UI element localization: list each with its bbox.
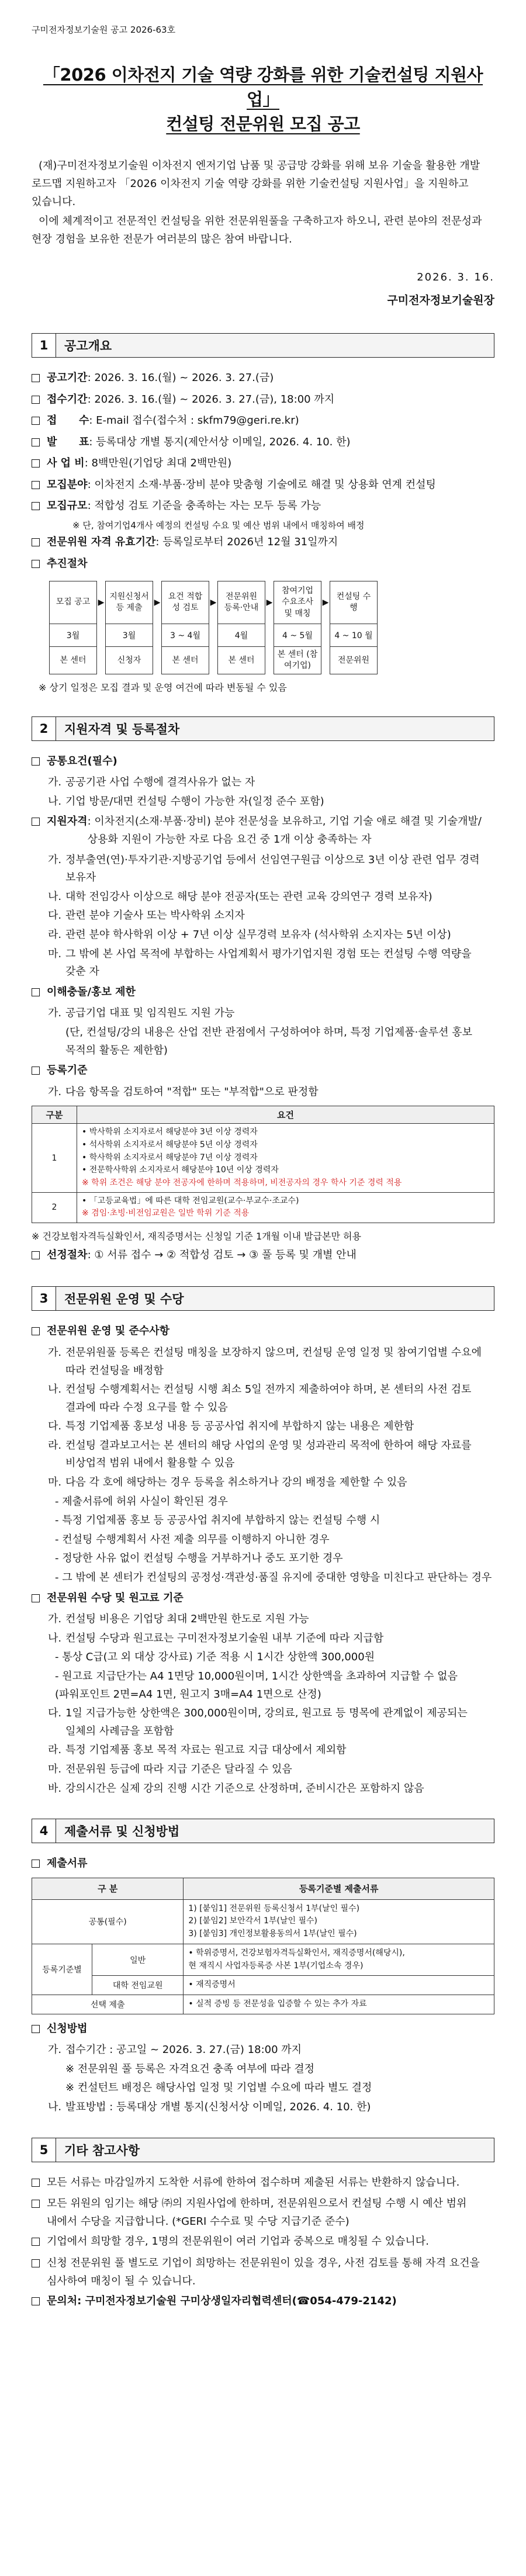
item-text: : 등록일로부터 2026년 12월 31일까지 — [155, 536, 338, 549]
item-label: 모집규모 — [47, 500, 88, 513]
list-item: 나. 대학 전임강사 이상으로 해당 분야 전공자(또는 관련 교육 강의연구 경력 보유자) — [48, 890, 432, 903]
table-row — [32, 1124, 494, 1192]
overview-item — [32, 369, 494, 389]
list-item: 가. 다음 항목을 검토하여 "적합" 또는 "부적합"으로 판정함 — [48, 1085, 319, 1098]
title-line-1 — [32, 63, 494, 112]
table-header-row — [32, 1106, 494, 1124]
checkbox-icon — [32, 753, 47, 772]
column-header: 등록기준별 제출서류 — [184, 1878, 494, 1899]
list-item: 다. 관련 분야 기술사 또는 박사학위 소지자 — [48, 909, 245, 922]
section-header-2 — [32, 716, 494, 741]
column-header: 구 분 — [32, 1878, 184, 1899]
arrow-icon: ▶ — [98, 598, 105, 608]
overview-item — [32, 497, 494, 517]
dash-item: - 정당한 사유 없이 컨설팅 수행을 거부하거나 중도 포기한 경우 — [55, 1552, 343, 1565]
procedure-owner: 전문위원 — [330, 647, 378, 674]
row-requirements: • 박사학위 소지자로서 해당분야 3년 이상 경력자 • 석사학위 소지자로서 해당분야 5년 이상 경력자 • 학사학위 소지자로서 해당분야 7년 이상 경력자 • 전문학사학위 소지자로서 해당분야 10년 이상 경력자 ※ 학위 조건은 해당 분야 전공자에 한하며 적용하며, 비전공자의 경우 학사 기준 경력 적용 — [77, 1124, 494, 1192]
list-item: (단, 컨설팅/강의 내용은 산업 전반 관점에서 구성하여야 하며, 특정 기업제품·솔루션 홍보 목적의 활동은 제한함) — [65, 1026, 473, 1057]
section-title: 전문위원 운영 및 수당 — [56, 1287, 494, 1310]
contact-info: 문의처 : 구미전자정보기술원 구미상생일자리협력센터(☎054-479-2142) — [32, 2293, 494, 2312]
intro-paragraph: 이에 체계적이고 전문적인 컨설팅을 위한 전문위원풀을 구축하고자 하오니, 관련 분야의 전문성과 현장 경험을 보유한 전문가 여러분의 많은 참여 바랍니다. — [32, 215, 482, 245]
intro-paragraph: (재)구미전자정보기술원 이차전지 엔저기업 납품 및 공급망 강화를 위해 보유 기술을 활용한 개발 로드맵 지원하고자 「2026 이차전지 기술 역량 강화를 위한 기술컨설팅 지원사업」을 지원하고 있습니다. — [32, 160, 480, 209]
procedure-period: 3월 — [50, 624, 97, 647]
list-item: 다. 특정 기업제품 홍보성 내용 등 공공사업 취지에 부합하지 않는 내용은 제한함 — [48, 1420, 414, 1433]
list-item: 가. 접수기간 : 공고일 ~ 2026. 3. 27.(금) 18:00 까지 — [48, 2044, 302, 2056]
checkbox-icon — [32, 1322, 47, 1342]
title-line-2 — [32, 112, 494, 136]
section-number: 3 — [32, 1287, 56, 1310]
section-header-5 — [32, 2138, 494, 2162]
item-label: 추진절차 — [47, 557, 88, 570]
procedure-owner: 본 센터 — [162, 647, 209, 674]
checkbox-icon — [32, 391, 47, 410]
procedure-step: 전문위원 등록·안내 — [218, 581, 265, 624]
section-title: 제출서류 및 신청방법 — [56, 1819, 494, 1843]
checkbox-icon — [32, 2174, 47, 2193]
list-item: 가. 컨설팅 비용은 기업당 최대 2백만원 한도로 지원 가능 — [48, 1613, 309, 1626]
checkbox-icon — [32, 476, 47, 496]
section-title: 기타 참고사항 — [56, 2138, 494, 2162]
overview-item — [32, 455, 494, 474]
overview-item — [32, 476, 494, 496]
checkbox-icon — [32, 369, 47, 389]
announcement-number: 구미전자정보기술원 공고 2026-63호 — [32, 25, 176, 35]
section-header-4 — [32, 1819, 494, 1843]
table-row — [32, 1995, 494, 2014]
requirements-table — [32, 1106, 494, 1223]
list-item: 마. 전문위원 등급에 따라 지급 기준은 달라질 수 있음 — [48, 1763, 292, 1775]
section-number: 4 — [32, 1819, 56, 1843]
subsection-head: 이해충돌/홍보 제한 — [32, 984, 494, 1003]
list-item: 라. 특정 기업제품 홍보 목적 자료는 원고료 지급 대상에서 제외함 — [48, 1744, 347, 1757]
checkbox-icon — [32, 1062, 47, 1081]
intro — [32, 157, 494, 249]
procedure-step: 지원신청서 등 제출 — [106, 581, 153, 624]
section-header-3 — [32, 1286, 494, 1311]
row-number: 1 — [32, 1124, 77, 1192]
organization-name: 구미전자정보기술원장 — [387, 293, 494, 307]
date-signature — [32, 271, 494, 307]
row-sublabel: 일반 — [92, 1944, 184, 1975]
reference-item: 모든 서류는 마감일까지 도착한 서류에 한하여 접수하며 제출된 서류는 반환하지 않습니다. — [32, 2174, 494, 2193]
item-text: : 등록대상 개별 통지(제안서상 이메일, 2026. 4. 10. 한) — [89, 435, 351, 448]
checkbox-icon — [32, 534, 47, 553]
subsection-head: 전문위원 수당 및 원고료 기준 — [32, 1590, 494, 1609]
item-label: 공고기간 — [47, 371, 88, 384]
title-block — [32, 63, 494, 136]
arrow-icon: ▶ — [210, 598, 217, 608]
section-title: 공고개요 — [56, 334, 494, 357]
checkbox-icon — [32, 555, 47, 574]
procedure-period: 4 ~ 10 월 — [330, 624, 378, 647]
schedule-footnote: ※ 상기 일정은 모집 결과 및 운영 여건에 따라 변동될 수 있음 — [39, 682, 287, 694]
checkbox-icon — [32, 2233, 47, 2252]
dash-item: - 그 밖에 본 센터가 컨설팅의 공정성·객관성·품질 유지에 중대한 영향을 미친다고 판단하는 경우 — [55, 1571, 492, 1584]
selection-process: 선정절차 : ① 서류 접수 → ② 적합성 검토 → ③ 풀 등록 및 개별 안내 — [32, 1247, 494, 1266]
section-number: 5 — [32, 2138, 56, 2162]
row-label: 등록기준별 — [32, 1944, 92, 1995]
subsection-head: 제출서류 — [32, 1855, 494, 1874]
checkbox-icon — [32, 984, 47, 1003]
table-row — [32, 1192, 494, 1223]
overview-item — [32, 412, 494, 431]
row-documents: 1) [붙임1] 전문위원 등록신청서 1부(날인 필수) 2) [붙임2] 보안각서 1부(날인 필수) 3) [붙임3] 개인정보활용동의서 1부(날인 필수) — [184, 1899, 494, 1944]
row-number: 2 — [32, 1192, 77, 1223]
reference-item: 신청 전문위원 풀 별도로 기업이 희망하는 전문위원이 있을 경우, 사전 검토를 통해 자격 요건을 심사하여 매칭이 될 수 있습니다. — [32, 2255, 494, 2290]
subsection-head: 전문위원 운영 및 준수사항 — [32, 1322, 494, 1342]
row-documents: • 재직증명서 — [184, 1976, 494, 1995]
reference-item: 기업에서 희망할 경우, 1명의 전문위원이 여러 기업과 중복으로 매칭될 수 있습니다. — [32, 2233, 494, 2252]
list-item: 나. 발표방법 : 등록대상 개별 통지(신청서상 이메일, 2026. 4. 10. 한) — [48, 2100, 371, 2113]
documents-table — [32, 1878, 494, 2014]
subsection-head: 신청방법 — [32, 2020, 494, 2040]
arrow-icon: ▶ — [154, 598, 161, 608]
list-item: 마. 그 밖에 본 사업 목적에 부합하는 사업계획서 평가기업지원 경험 또는 컨설팅 수행 역량을 갖춘 자 — [48, 947, 472, 978]
checkbox-icon — [32, 1855, 47, 1874]
section-title: 지원자격 및 등록절차 — [56, 717, 494, 740]
list-item: 마. 다음 각 호에 해당하는 경우 등록을 취소하거나 강의 배정을 제한할 수 있음 — [48, 1476, 407, 1489]
item-text: : 8백만원(기업당 최대 2백만원) — [84, 457, 232, 470]
row-label: 공통(필수) — [32, 1899, 184, 1944]
item-label: 접수기간 — [47, 393, 88, 406]
procedure-owner: 본 센터 (참여기업) — [274, 647, 321, 674]
list-item: 가. 공공기관 사업 수행에 결격사유가 없는 자 — [48, 776, 255, 789]
item-text: : 적합성 검토 기준을 충족하는 자는 모두 등록 가능 — [87, 500, 321, 513]
checkbox-icon — [32, 813, 47, 849]
reference-item: 모든 위원의 임기는 해당 ㈜의 지원사업에 한하며, 전문위원으로서 컨설팅 수행 시 예산 범위 내에서 수당을 지급합니다. (*GERI 수수료 및 수당 지급기준 준수) — [32, 2195, 494, 2231]
procedure-period: 4 ~ 5월 — [274, 624, 321, 647]
overview-item — [32, 391, 494, 410]
dash-item: - 제출서류에 허위 사실이 확인된 경우 — [55, 1495, 228, 1508]
section-number: 2 — [32, 717, 56, 740]
row-requirements: • 「고등교육법」에 따른 대학 전임교원(교수·부교수·조교수) ※ 겸임·초빙·비전임교원은 일반 학위 기준 적용 — [77, 1192, 494, 1223]
procedure-steps-row — [50, 581, 378, 624]
procedure-step: 요건 적합성 검토 — [162, 581, 209, 624]
column-header: 구분 — [32, 1106, 77, 1124]
procedure-step: 컨설팅 수행 — [330, 581, 378, 624]
procedure-owner: 본 센터 — [218, 647, 265, 674]
list-item: 가. 공급기업 대표 및 임직원도 지원 가능 — [48, 1007, 235, 1020]
procedure-owners-row — [50, 647, 378, 674]
procedure-step: 모집 공고 — [50, 581, 97, 624]
list-item: 라. 컨설팅 결과보고서는 본 센터의 해당 사업의 운영 및 성과관리 목적에 한하여 해당 자료를 비상업적 범위 내에서 활용할 수 있음 — [48, 1439, 472, 1470]
checkbox-icon — [32, 2255, 47, 2290]
dash-item: - 컨설팅 수행계획서 사전 제출 의무를 이행하지 아니한 경우 — [55, 1533, 330, 1546]
procedure-periods-row — [50, 624, 378, 647]
checkbox-icon — [32, 1590, 47, 1609]
section-header-1 — [32, 333, 494, 358]
section-number: 1 — [32, 334, 56, 357]
announcement-date: 2026. 3. 16. — [417, 271, 494, 283]
checkbox-icon — [32, 2020, 47, 2040]
subsection-head: 공통요건(필수) — [32, 753, 494, 772]
list-item: 라. 관련 분야 학사학위 이상 + 7년 이상 실무경력 보유자 (석사학위 소지자는 5년 이상) — [48, 928, 451, 941]
apply-note: ※ 전문위원 풀 등록은 자격요건 충족 여부에 따라 결정 — [65, 2062, 315, 2075]
item-label: 모집분야 — [47, 478, 88, 491]
item-text: : 이차전지 소재·부품·장비 분야 맞춤형 기술에로 해결 및 상용화 연계 컨설팅 — [87, 478, 436, 491]
checkbox-icon — [32, 1247, 47, 1266]
procedure-table — [49, 581, 378, 674]
dash-item: - 원고료 지급단가는 A4 1면당 10,000원이며, 1시간 상한액을 초과하여 지급할 수 없음 (파워포인트 2면=A4 1면, 원고지 3매=A4 1면으로 산정) — [55, 1670, 458, 1701]
checkbox-icon — [32, 2195, 47, 2231]
item-label: 전문위원 자격 유효기간 — [47, 536, 156, 549]
row-documents: • 학위증명서, 건강보험자격득실확인서, 재직증명서(해당시), 현 재직시 사업자등록증 사본 1부(기업소속 경우) — [184, 1944, 494, 1975]
procedure-owner: 본 센터 — [50, 647, 97, 674]
row-sublabel: 대학 전임교원 — [92, 1976, 184, 1995]
checkbox-icon — [32, 412, 47, 431]
row-documents: • 실적 증빙 등 전문성을 입증할 수 있는 추가 자료 — [184, 1995, 494, 2014]
table-header-row — [32, 1878, 494, 1899]
overview-item — [32, 534, 494, 553]
requirement-note: ※ 겸임·초빙·비전임교원은 일반 학위 기준 적용 — [82, 1209, 250, 1218]
table-footnote: ※ 건강보험자격득실확인서, 재직증명서는 신청일 기준 1개월 이내 발급본만 허용 — [32, 1231, 361, 1242]
list-item: 가. 전문위원풀 등록은 컨설팅 매칭을 보장하지 않으며, 컨설팅 운영 일정 및 참여기업별 수요에 따라 컨설팅을 배정함 — [48, 1346, 482, 1377]
table-row — [32, 1976, 494, 1995]
table-row — [32, 1899, 494, 1944]
list-item: 다. 1일 지급가능한 상한액은 300,000원이며, 강의료, 원고료 등 명목에 관계없이 제공되는 일체의 사례금을 포함함 — [48, 1707, 468, 1737]
procedure-period: 3 ~ 4월 — [162, 624, 209, 647]
procedure-period: 3월 — [106, 624, 153, 647]
column-header: 요건 — [77, 1106, 494, 1124]
title-text-2: 컨설팅 전문위원 모집 공고 — [166, 114, 360, 134]
procedure-period: 4월 — [218, 624, 265, 647]
procedure-owner: 신청자 — [106, 647, 153, 674]
item-text: : 2026. 3. 16.(월) ~ 2026. 3. 27.(금) — [87, 371, 274, 384]
item-label: 발 표 — [47, 435, 89, 448]
item-label: 사 업 비 — [47, 457, 85, 470]
title-text-1: 「2026 이차전지 기술 역량 강화를 위한 기술컨설팅 지원사업」 — [43, 65, 483, 110]
subsection-head: 등록기준 — [32, 1062, 494, 1081]
checkbox-icon — [32, 455, 47, 474]
list-item: 나. 기업 방문/대면 컨설팅 수행이 가능한 자(일정 준수 포함) — [48, 795, 324, 808]
qualification-item: 지원자격 : 이차전지(소재·부품·장비) 분야 전문성을 보유하고, 기업 기술 애로 해결 및 기술개발/상용화 지원이 가능한 자로 다음 요건 중 1개 이상 충족하는 자 — [32, 813, 494, 849]
arrow-icon: ▶ — [266, 598, 273, 608]
overview-item — [32, 434, 494, 453]
procedure-step: 참여기업 수요조사 및 매칭 — [274, 581, 321, 624]
dash-item: - 통상 C급(고 외 대상 강사료) 기준 적용 시 1시간 상한액 300,000원 — [55, 1651, 375, 1664]
dash-item: - 특정 기업제품 홍보 등 공공사업 취지에 부합하지 않는 컨설팅 수행 시 — [55, 1514, 380, 1527]
checkbox-icon — [32, 2293, 47, 2312]
overview-item — [32, 555, 494, 574]
scale-note: ※ 단, 참여기업4개사 예정의 컨설팅 수요 및 예산 범위 내에서 매칭하여 배정 — [72, 520, 365, 531]
item-text: : 2026. 3. 16.(월) ~ 2026. 3. 27.(금), 18:00 까지 — [87, 393, 335, 406]
list-item: 나. 컨설팅 수행계획서는 컨설팅 시행 최소 5일 전까지 제출하여야 하며, 본 센터의 사전 검토 결과에 따라 수정 요구를 할 수 있음 — [48, 1383, 472, 1414]
checkbox-icon — [32, 497, 47, 517]
item-label: 접 수 — [47, 414, 89, 427]
arrow-icon: ▶ — [322, 598, 329, 608]
list-item: 가. 정부출연(연)·투자기관·지방공기업 등에서 선임연구원급 이상으로 3년 이상 관련 업무 경력 보유자 — [48, 853, 480, 884]
requirement-note: ※ 학위 조건은 해당 분야 전공자에 한하며 적용하며, 비전공자의 경우 학사 기준 경력 적용 — [82, 1178, 402, 1188]
apply-note: ※ 컨설턴트 배정은 해당사업 일정 및 기업별 수요에 따라 별도 결정 — [65, 2082, 372, 2094]
list-item: 바. 강의시간은 실제 강의 진행 시간 기준으로 산정하며, 준비시간은 포함하지 않음 — [48, 1782, 424, 1795]
list-item: 나. 컨설팅 수당과 원고료는 구미전자정보기술원 내부 기준에 따라 지급함 — [48, 1632, 384, 1644]
row-label: 선택 제출 — [32, 1995, 184, 2014]
item-text: : E-mail 접수(접수처 : skfm79@geri.re.kr) — [89, 414, 299, 427]
checkbox-icon — [32, 434, 47, 453]
table-row — [32, 1944, 494, 1975]
